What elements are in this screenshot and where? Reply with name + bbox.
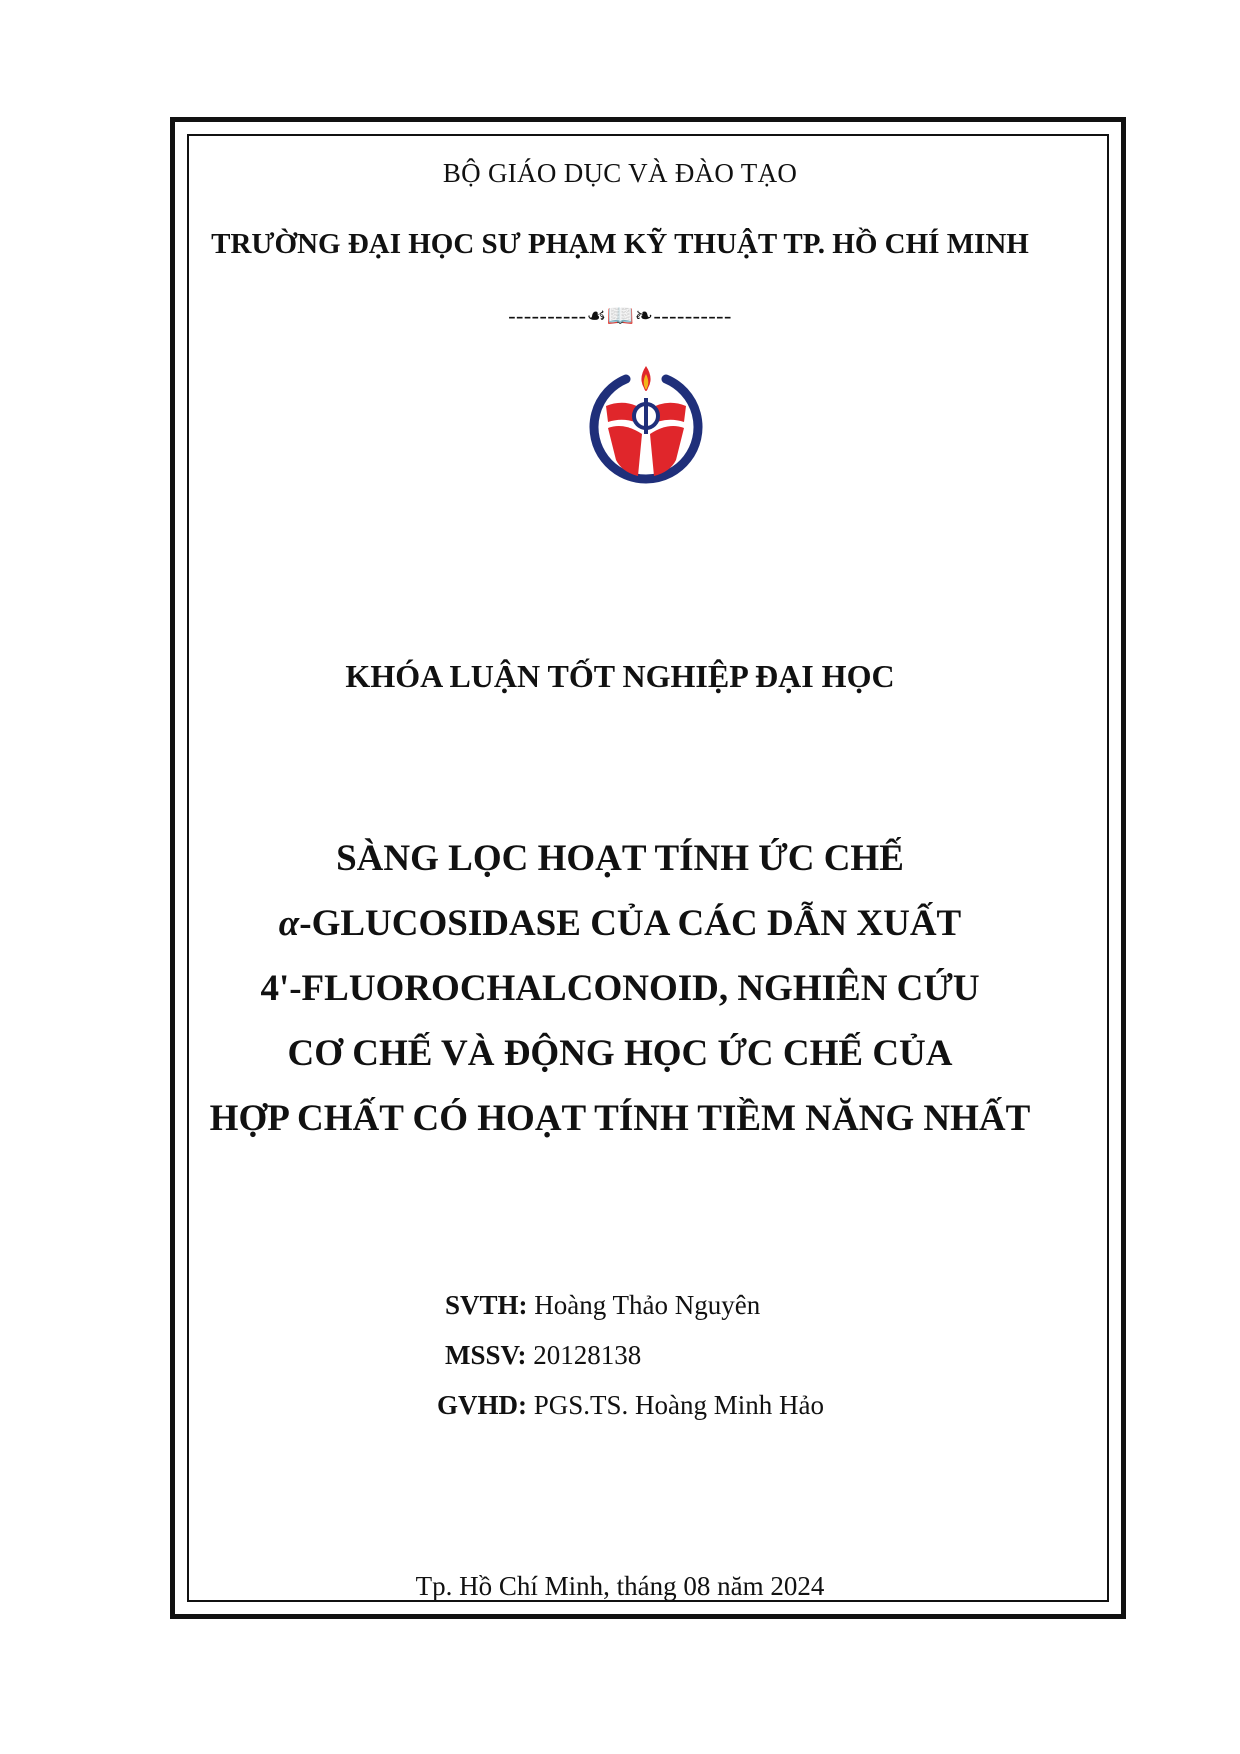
thesis-title bbox=[0, 826, 1240, 1151]
mssv-value: 20128138 bbox=[533, 1340, 642, 1370]
title-line-3: 4'-FLUOROCHALCONOID, NGHIÊN CỨU bbox=[260, 968, 980, 1009]
divider-left: ---------- bbox=[508, 303, 587, 328]
svth-label: SVTH: bbox=[445, 1290, 528, 1320]
divider-right: ---------- bbox=[653, 303, 732, 328]
title-line-4: CƠ CHẾ VÀ ĐỘNG HỌC ỨC CHẾ CỦA bbox=[287, 1033, 953, 1074]
university-emblem-icon bbox=[586, 364, 706, 488]
title-line-2 bbox=[0, 891, 1240, 956]
mssv-label: MSSV: bbox=[445, 1340, 527, 1370]
student-name-row bbox=[445, 1290, 760, 1321]
svth-value: Hoàng Thảo Nguyên bbox=[534, 1290, 761, 1320]
advisor-row bbox=[437, 1390, 824, 1421]
student-id-row bbox=[445, 1340, 641, 1371]
title-line-5: HỢP CHẤT CÓ HOẠT TÍNH TIỀM NĂNG NHẤT bbox=[209, 1098, 1031, 1139]
title-line-1: SÀNG LỌC HOẠT TÍNH ỨC CHẾ bbox=[336, 838, 904, 879]
thesis-type: KHÓA LUẬN TỐT NGHIỆP ĐẠI HỌC bbox=[345, 658, 895, 694]
ministry-name: BỘ GIÁO DỤC VÀ ĐÀO TẠO bbox=[442, 158, 798, 188]
gvhd-value: PGS.TS. Hoàng Minh Hảo bbox=[533, 1390, 825, 1420]
gvhd-label: GVHD: bbox=[437, 1390, 527, 1420]
divider-ornament: ☙📖❧ bbox=[586, 303, 654, 328]
title-line-2-text: -GLUCOSIDASE CỦA CÁC DẪN XUẤT bbox=[299, 903, 962, 944]
place-and-date: Tp. Hồ Chí Minh, tháng 08 năm 2024 bbox=[415, 1571, 825, 1601]
alpha-symbol: α bbox=[278, 903, 300, 944]
ornamental-divider bbox=[0, 303, 1240, 329]
university-name: TRƯỜNG ĐẠI HỌC SƯ PHẠM KỸ THUẬT TP. HỒ CHÍ MINH bbox=[211, 228, 1029, 260]
